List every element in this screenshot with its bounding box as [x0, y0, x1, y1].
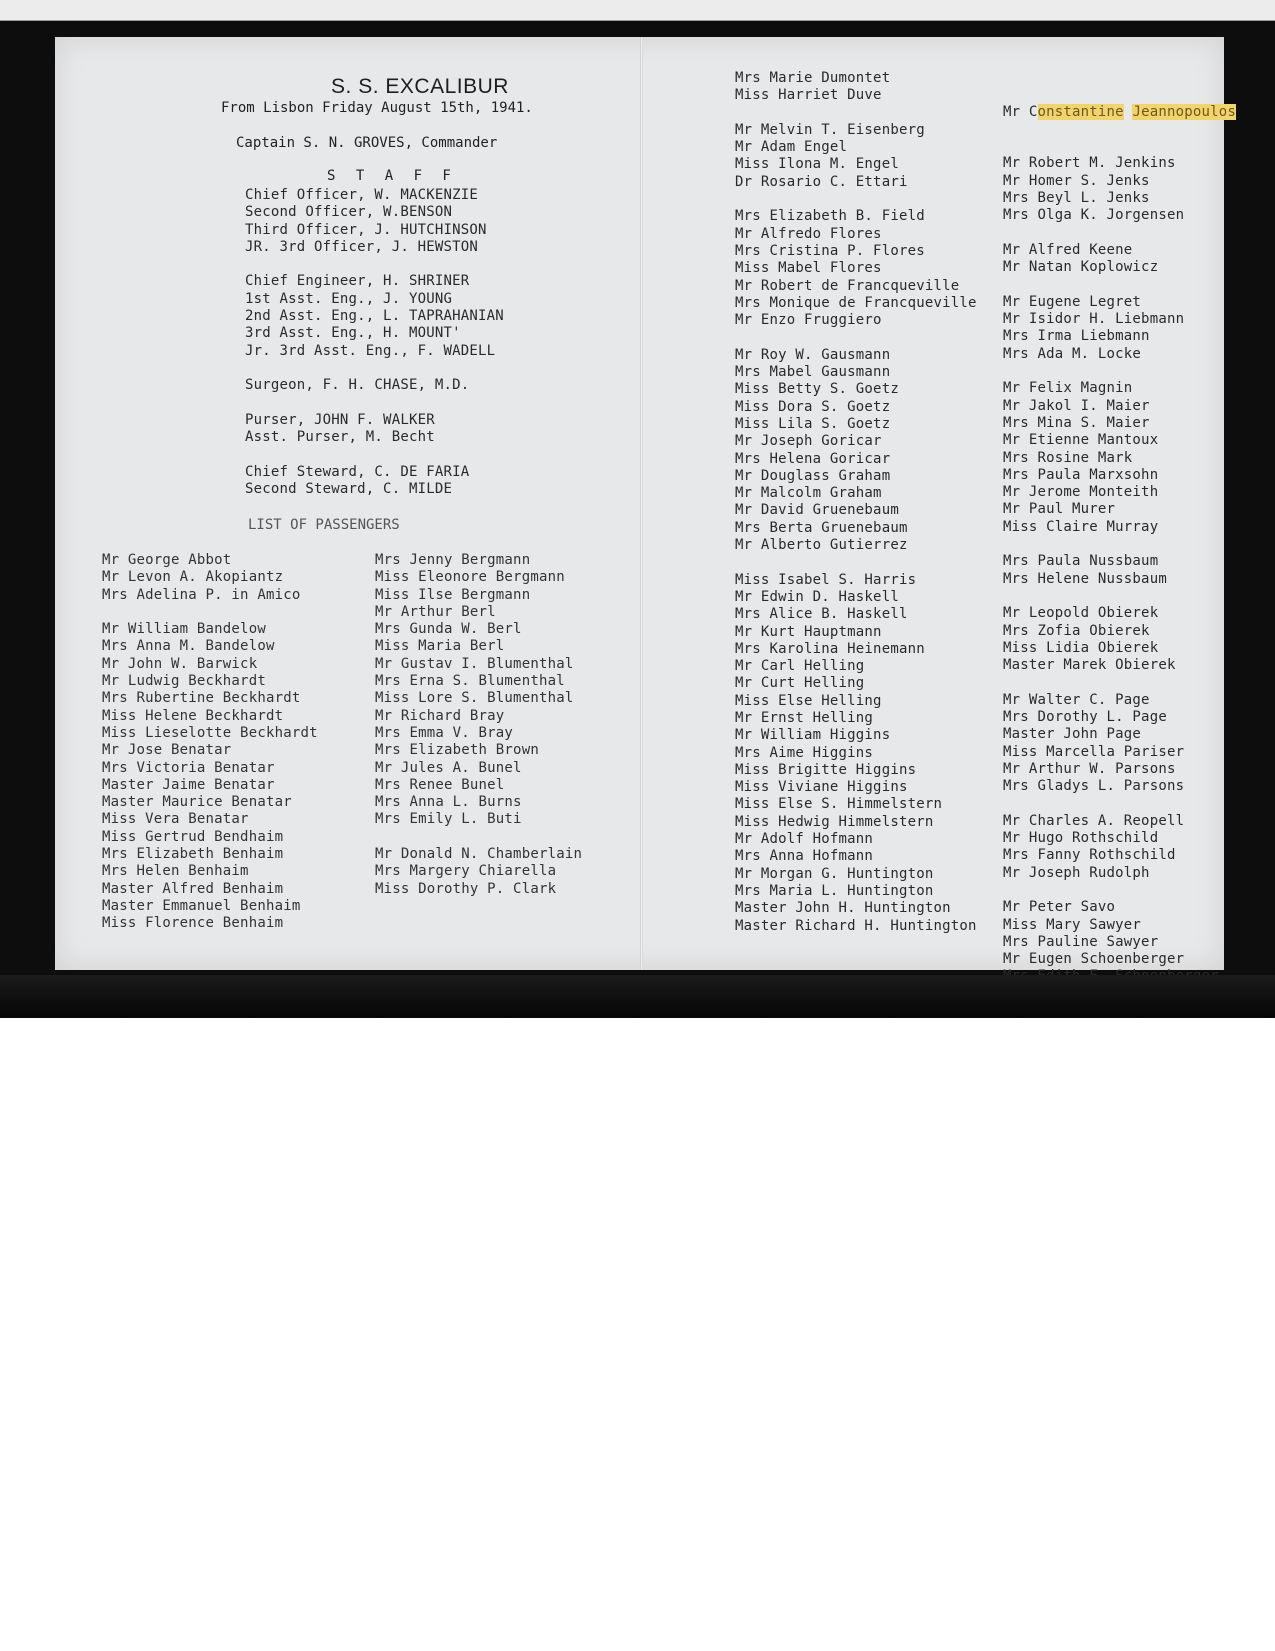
passenger-entry: Master Emmanuel Benhaim: [102, 897, 301, 914]
passenger-entry: Miss Florence Benhaim: [102, 915, 284, 932]
passenger-entry: Miss Harriet Duve: [735, 87, 882, 104]
passenger-entry: Mr Enzo Fruggiero: [735, 312, 882, 329]
passenger-entry: Mrs Monique de Francqueville: [735, 294, 977, 311]
passenger-entry: Mr Isidor H. Liebmann: [1003, 311, 1185, 328]
passenger-entry: Mr Joseph Rudolph: [1003, 864, 1150, 881]
passenger-entry: Mrs Victoria Benatar: [102, 759, 275, 776]
passenger-entry: Mrs Helena Goricar: [735, 450, 891, 467]
passenger-entry: Mr Alfredo Flores: [735, 225, 882, 242]
spacer: [1003, 363, 1236, 380]
passenger-entry: Mr Robert de Francqueville: [735, 277, 960, 294]
highlighted-first-name: onstantine: [1037, 103, 1124, 120]
staff-entry: Third Officer, J. HUTCHINSON: [245, 221, 487, 238]
scan-bottom-strip: [0, 975, 1275, 1018]
staff-entry: Second Steward, C. MILDE: [245, 481, 453, 498]
spacer: [102, 604, 318, 621]
passenger-entry: Mr Felix Magnin: [1003, 380, 1133, 397]
passenger-entry: Mr Ludwig Beckhardt: [102, 673, 266, 690]
passenger-entry: Miss Brigitte Higgins: [735, 761, 917, 778]
passenger-entry: Mrs Gunda W. Berl: [375, 621, 522, 638]
center-fold: [640, 37, 643, 970]
staff-entry: Chief Officer, W. MACKENZIE: [245, 187, 478, 203]
staff-entry: Surgeon, F. H. CHASE, M.D.: [245, 377, 470, 394]
spacer: [1003, 795, 1236, 812]
passenger-entry: Miss Gertrud Bendhaim: [102, 828, 284, 845]
passenger-entry: Mr Douglass Graham: [735, 467, 891, 484]
staff-entry: Asst. Purser, M. Becht: [245, 429, 435, 446]
passenger-entry: Mr Walter C. Page: [1003, 691, 1150, 708]
passenger-entry: Mr Alfred Keene: [1003, 241, 1133, 258]
passenger-entry: Miss Viviane Higgins: [735, 779, 908, 796]
staff-list: [245, 187, 504, 498]
passenger-entry: Miss Dora S. Goetz: [735, 398, 891, 415]
ship-title: S. S. EXCALIBUR: [331, 75, 509, 98]
passenger-column-3: [735, 70, 977, 935]
passenger-entry: Miss Maria Berl: [375, 638, 505, 655]
passenger-entry: Miss Lidia Obierek: [1003, 639, 1159, 656]
passenger-entry: Mr Carl Helling: [735, 658, 865, 675]
passenger-entry: Mrs Mina S. Maier: [1003, 414, 1150, 431]
passenger-entry: Miss Dorothy P. Clark: [375, 880, 557, 897]
spacer: [245, 360, 504, 377]
staff-heading: S T A F F: [327, 168, 457, 184]
spacer: [735, 554, 977, 571]
passenger-entry: Miss Claire Murray: [1003, 518, 1159, 535]
passenger-entry: Mrs Emily L. Buti: [375, 811, 522, 828]
passenger-entry: Miss Betty S. Goetz: [735, 381, 899, 398]
spacer: [1003, 536, 1236, 553]
passenger-entry: Mr Etienne Mantoux: [1003, 432, 1159, 449]
spacer: [1003, 225, 1236, 242]
passenger-entry: Mr David Gruenebaum: [735, 502, 899, 519]
spacer: [1003, 882, 1236, 899]
passenger-entry: Mrs Dorothy L. Page: [1003, 708, 1167, 725]
passenger-entry: Mr Morgan G. Huntington: [735, 865, 934, 882]
passenger-entry: Mr Edwin D. Haskell: [735, 588, 899, 605]
passenger-entry: Mrs Berta Gruenebaum: [735, 519, 908, 536]
passenger-entry: Miss Isabel S. Harris: [735, 571, 917, 588]
passenger-entry: Mr John W. Barwick: [102, 655, 258, 672]
passenger-entry: Mrs Helen Benhaim: [102, 863, 249, 880]
passenger-entry: Mr Arthur W. Parsons: [1003, 760, 1176, 777]
spacer: [245, 446, 504, 463]
passenger-entry: Mr William Bandelow: [102, 621, 266, 638]
passenger-entry: Mr Homer S. Jenks: [1003, 172, 1150, 189]
passenger-list-document: [55, 37, 1236, 970]
passenger-entry: Master Maurice Benatar: [102, 794, 292, 811]
staff-entry: 1st Asst. Eng., J. YOUNG: [245, 290, 453, 307]
passenger-entry: Mrs Cristina P. Flores: [735, 242, 925, 259]
staff-entry: Second Officer, W.BENSON: [245, 204, 453, 221]
highlighted-surname: Jeannopoulos: [1132, 103, 1236, 120]
passenger-entry: Mrs Irma Liebmann: [1003, 328, 1150, 345]
passenger-entry: Mrs Zofia Obierek: [1003, 622, 1150, 639]
passenger-entry: Mrs Aime Higgins: [735, 744, 874, 761]
passenger-entry: Mr Alberto Gutierrez: [735, 537, 908, 554]
staff-entry: Jr. 3rd Asst. Eng., F. WADELL: [245, 342, 496, 359]
passenger-entry: Mrs Olga K. Jorgensen: [1003, 207, 1185, 224]
passenger-entry: Mr Jerome Monteith: [1003, 484, 1159, 501]
passenger-entry: Mrs Paula Nussbaum: [1003, 553, 1159, 570]
passenger-entry: Mrs Adelina P. in Amico: [102, 586, 301, 603]
spacer: [245, 395, 504, 412]
passenger-entry: Mrs Helene Nussbaum: [1003, 570, 1167, 587]
passenger-entry: Mr Robert M. Jenkins: [1003, 155, 1176, 172]
passenger-column-1: [102, 552, 318, 933]
passenger-entry: Mrs Elizabeth Benhaim: [102, 846, 284, 863]
passenger-entry: Mrs Jenny Bergmann: [375, 552, 531, 568]
passenger-entry: Mr Kurt Hauptmann: [735, 623, 882, 640]
scan-top-strip: [0, 0, 1275, 21]
passenger-entry: Mr Malcolm Graham: [735, 485, 882, 502]
passenger-entry: Mr Eugene Legret: [1003, 293, 1142, 310]
spacer: [1003, 588, 1236, 605]
spacer: [735, 105, 977, 122]
passenger-entry: Mrs Beyl L. Jenks: [1003, 190, 1150, 207]
passenger-column-2: [375, 552, 582, 898]
passenger-entry: Mr Hugo Rothschild: [1003, 830, 1159, 847]
passenger-entry: Mr Jakol I. Maier: [1003, 397, 1150, 414]
passenger-entry: Mrs Elizabeth B. Field: [735, 208, 925, 225]
passenger-entry: Master John Page: [1003, 726, 1142, 743]
passenger-entry: Dr Rosario C. Ettari: [735, 173, 908, 190]
passenger-entry: Mr Melvin T. Eisenberg: [735, 121, 925, 138]
spacer: [735, 329, 977, 346]
passenger-entry: Mr Jose Benatar: [102, 742, 232, 759]
passenger-entry: Miss Lila S. Goetz: [735, 415, 891, 432]
passenger-entry: Mr Richard Bray: [375, 707, 505, 724]
passenger-entry: Mr Curt Helling: [735, 675, 865, 692]
passenger-entry: Miss Eleonore Bergmann: [375, 569, 565, 586]
passenger-entry: Mr Leopold Obierek: [1003, 605, 1159, 622]
passenger-entry: Mrs Margery Chiarella: [375, 863, 557, 880]
passenger-entry: Mr Ernst Helling: [735, 709, 874, 726]
passenger-entry: Mrs Mabel Gausmann: [735, 364, 891, 381]
passenger-entry: Mrs Pauline Sawyer: [1003, 933, 1159, 950]
passenger-entry: Mrs Anna M. Bandelow: [102, 638, 275, 655]
passenger-list-heading: LIST OF PASSENGERS: [248, 517, 400, 533]
passenger-entry: Mr Natan Koplowicz: [1003, 259, 1159, 276]
passenger-entry: Master Marek Obierek: [1003, 657, 1176, 674]
passenger-entry: Mr Levon A. Akopiantz: [102, 569, 284, 586]
passenger-entry: Mrs Erna S. Blumenthal: [375, 673, 565, 690]
passenger-entry: Miss Ilse Bergmann: [375, 586, 531, 603]
passenger-entry: Mrs Anna L. Burns: [375, 794, 522, 811]
passenger-entry: Mr Joseph Goricar: [735, 433, 882, 450]
staff-entry: Chief Steward, C. DE FARIA: [245, 463, 470, 480]
spacer: [735, 191, 977, 208]
passenger-entry: Miss Mary Sawyer: [1003, 916, 1142, 933]
spacer: [375, 829, 582, 846]
passenger-entry: Mrs Fanny Rothschild: [1003, 847, 1176, 864]
passenger-entry: Mrs Anna Hofmann: [735, 848, 874, 865]
passenger-entry: Master Jaime Benatar: [102, 776, 275, 793]
passenger-entry: Mrs Elizabeth Brown: [375, 742, 539, 759]
passenger-entry: Mr Peter Savo: [1003, 899, 1116, 916]
passenger-entry: Mr Gustav I. Blumenthal: [375, 655, 574, 672]
passenger-entry: Master Richard H. Huntington: [735, 917, 977, 934]
spacer: [245, 256, 504, 273]
passenger-entry: Mrs Maria L. Huntington: [735, 882, 934, 899]
passenger-entry: Master Alfred Benhaim: [102, 880, 284, 897]
passenger-entry: Mr Jules A. Bunel: [375, 759, 522, 776]
passenger-entry: Mr George Abbot: [102, 552, 232, 568]
passenger-column-4: [1003, 69, 1236, 1038]
passenger-entry: Mr Donald N. Chamberlain: [375, 846, 583, 863]
passenger-entry: Mr Paul Murer: [1003, 501, 1116, 518]
captain-line: Captain S. N. GROVES, Commander: [236, 135, 498, 151]
passenger-entry: Mrs Renee Bunel: [375, 776, 505, 793]
passenger-entry: Mrs Rubertine Beckhardt: [102, 690, 301, 707]
passenger-entry: Mr Adam Engel: [735, 139, 848, 156]
staff-entry: JR. 3rd Officer, J. HEWSTON: [245, 238, 478, 255]
passenger-entry: Mrs Paula Marxsohn: [1003, 466, 1159, 483]
voyage-line: From Lisbon Friday August 15th, 1941.: [221, 100, 533, 116]
title-prefix: Mr C: [1003, 103, 1038, 120]
passenger-entry: Miss Ilona M. Engel: [735, 156, 899, 173]
passenger-entry: Mrs Gladys L. Parsons: [1003, 778, 1185, 795]
passenger-entry: Mr Adolf Hofmann: [735, 831, 874, 848]
passenger-entry: Mrs Emma V. Bray: [375, 724, 514, 741]
passenger-entry: Mr Charles A. Reopell: [1003, 812, 1185, 829]
passenger-entry: Miss Lore S. Blumenthal: [375, 690, 574, 707]
staff-entry: Chief Engineer, H. SHRINER: [245, 273, 470, 290]
passenger-entry: Miss Else S. Himmelstern: [735, 796, 943, 813]
passenger-entry: Mr Arthur Berl: [375, 603, 496, 620]
passenger-entry: Miss Hedwig Himmelstern: [735, 813, 934, 830]
passenger-entry: Mrs Ada M. Locke: [1003, 345, 1142, 362]
passenger-entry: Mr William Higgins: [735, 727, 891, 744]
passenger-entry: Miss Helene Beckhardt: [102, 707, 284, 724]
passenger-column-4-rest: [1003, 155, 1236, 1003]
passenger-entry: Miss Mabel Flores: [735, 260, 882, 277]
spacer: [1003, 674, 1236, 691]
passenger-entry: Miss Lieselotte Beckhardt: [102, 724, 318, 741]
passenger-entry: Mrs Karolina Heinemann: [735, 640, 925, 657]
passenger-entry: Master John H. Huntington: [735, 900, 951, 917]
passenger-entry: Miss Else Helling: [735, 692, 882, 709]
staff-entry: Purser, JOHN F. WALKER: [245, 411, 435, 428]
staff-entry: 3rd Asst. Eng., H. MOUNT': [245, 325, 461, 342]
spacer: [1003, 277, 1236, 294]
passenger-entry: Mrs Alice B. Haskell: [735, 606, 908, 623]
passenger-entry: Mrs Marie Dumontet: [735, 70, 891, 86]
passenger-entry: Mrs Rosine Mark: [1003, 449, 1133, 466]
passenger-entry: Miss Vera Benatar: [102, 811, 249, 828]
staff-entry: 2nd Asst. Eng., L. TAPRAHANIAN: [245, 308, 504, 325]
passenger-entry-highlighted: [1003, 104, 1236, 121]
passenger-entry: Miss Marcella Pariser: [1003, 743, 1185, 760]
passenger-entry: Mr Eugen Schoenberger: [1003, 951, 1185, 968]
passenger-entry: Mr Roy W. Gausmann: [735, 346, 891, 363]
